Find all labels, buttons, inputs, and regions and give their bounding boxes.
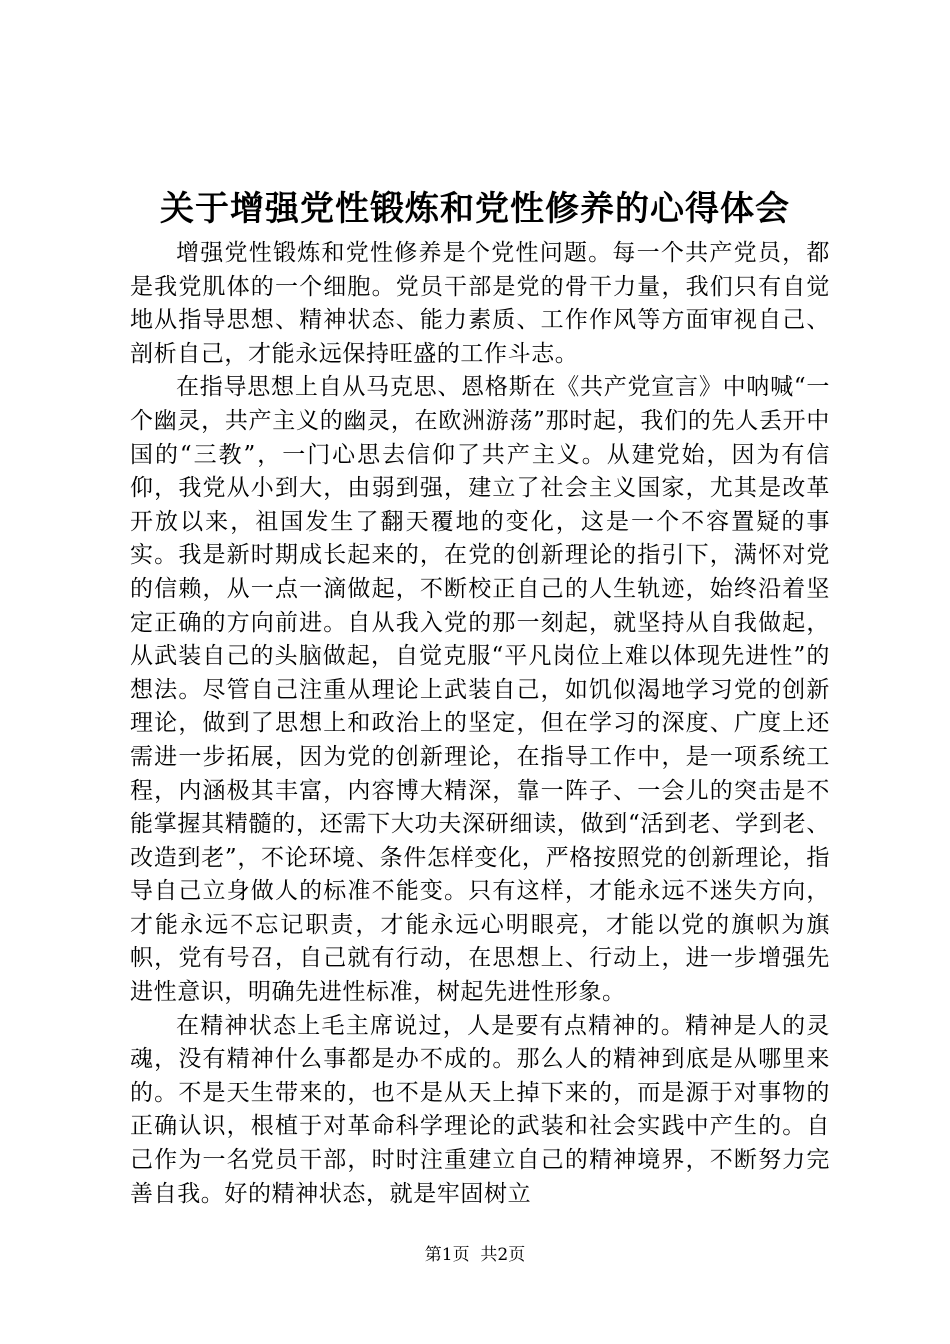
paragraph-guiding-thought: 在指导思想上自从马克思、恩格斯在《共产党宣言》中呐喊“一个幽灵，共产主义的幽灵，在欧洲游荡”那时起，我们的先人丢开中国的“三教”，一门心思去信仰了共产主义。从建党始，因为有信仰，我党从小到大，由弱到强，建立了社会主义国家，尤其是改革开放以来，祖国发生了翻天覆地的变化，这是一个不容置疑的事实。我是新时期成长起来的，在党的创新理论的指引下，满怀对党的信赖，从一点一滴做起，不断校正自己的人生轨迹，始终沿着坚定正确的方向前进。自从我入党的那一刻起，就坚持从自我做起，从武装自己的头脑做起，自觉克服“平凡岗位上难以体现先进性”的想法。尽管自己注重从理论上武装自己，如饥似渴地学习党的创新理论，做到了思想上和政治上的坚定，但在学习的深度、广度上还需进一步拓展，因为党的创新理论，在指导工作中，是一项系统工程，内涵极其丰富，内容博大精深，靠一阵子、一会儿的突击是不能掌握其精髓的，还需下大功夫深研细读，做到“活到老、学到老、改造到老”，不论环境、条件怎样变化，严格按照党的创新理论，指导自己立身做人的标准不能变。只有这样，才能永远不迷失方向，才能永远不忘记职责，才能永远心明眼亮，才能以党的旗帜为旗帜，党有号召，自己就有行动，在思想上、行动上，进一步增强先进性意识，明确先进性标准，树起先进性形象。 xyxy=(130,374,830,1006)
paragraph-spiritual-state: 在精神状态上毛主席说过，人是要有点精神的。精神是人的灵魂，没有精神什么事都是办不成的。那么人的精神到底是从哪里来的。不是天生带来的，也不是从天上掉下来的，而是源于对事物的正确认识，根植于对革命科学理论的武装和社会实践中产生的。自己作为一名党员干部，时时注重建立自己的精神境界，不断努力完善自我。好的精神状态，就是牢固树立 xyxy=(130,1012,830,1207)
document-title: 关于增强党性锻炼和党性修养的心得体会 xyxy=(160,189,790,229)
paragraph-intro: 增强党性锻炼和党性修养是个党性问题。每一个共产党员，都是我党肌体的一个细胞。党员干部是党的骨干力量，我们只有自觉地从指导思想、精神状态、能力素质、工作作风等方面审视自己、剖析自己，才能永远保持旺盛的工作斗志。 xyxy=(130,240,830,367)
page-number-footer: 第1页 共2页 xyxy=(424,1245,526,1265)
document-body xyxy=(130,237,830,1211)
